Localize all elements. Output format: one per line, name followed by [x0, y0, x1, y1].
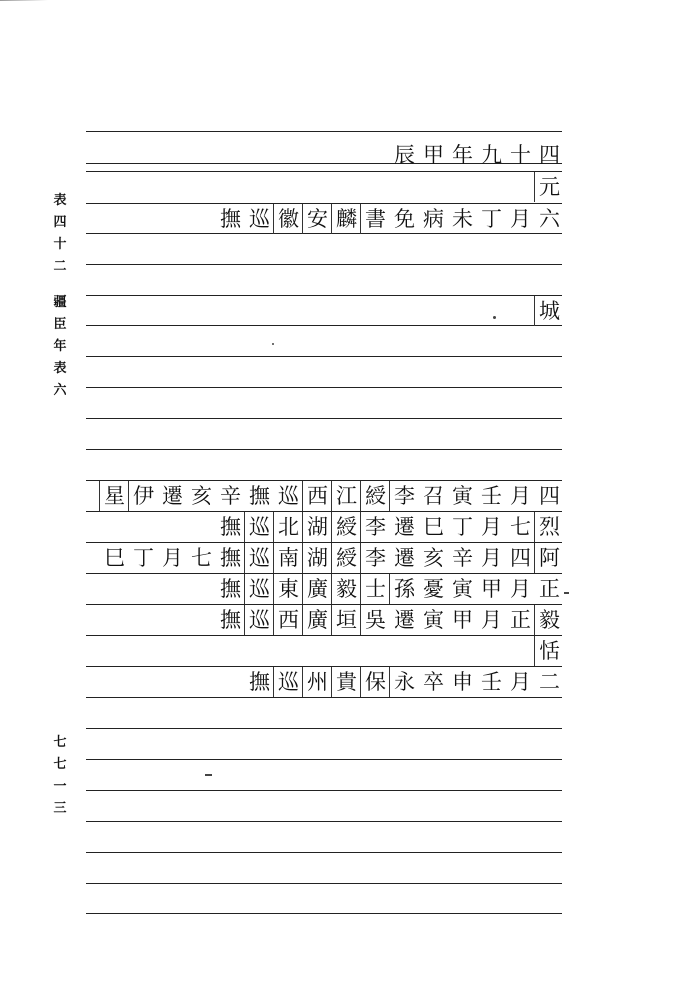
table-cell-char: 申	[452, 670, 473, 694]
table-cell-char: 烈	[534, 512, 564, 542]
table-rule	[86, 635, 562, 636]
table-rule	[86, 913, 562, 914]
side-title-char: 臣	[53, 317, 67, 332]
table-rule	[86, 171, 562, 172]
side-chapter-char: 十	[53, 237, 67, 252]
table-cell-char: 巡	[273, 667, 303, 697]
table-cell-char: 江	[331, 481, 361, 511]
table-cell-char: 元	[534, 172, 564, 202]
table-cell-char: 召	[423, 484, 444, 508]
table-cell-char: 李	[360, 512, 390, 542]
table-rule	[86, 790, 562, 791]
table-cell-char: 遷	[394, 546, 415, 570]
table-cell-char: 西	[302, 481, 332, 511]
table-cell-char: 甲	[423, 143, 444, 167]
table-cell-char: 撫	[220, 608, 241, 632]
table-cell-char: 巡	[244, 512, 274, 542]
table-cell-char: 廣	[302, 574, 332, 604]
page-number-char: 三	[53, 801, 67, 816]
table-cell-char: 南	[273, 543, 303, 573]
table-cell-char: 阿	[534, 543, 564, 573]
table-cell-char: 七	[191, 546, 212, 570]
table-cell-char: 亥	[423, 546, 444, 570]
table-cell-char: 巳	[423, 515, 444, 539]
table-cell-char: 徽	[273, 204, 303, 234]
table-cell-char: 壬	[481, 484, 502, 508]
page-number-char: 七	[53, 735, 67, 750]
table-cell-char: 廣	[302, 605, 332, 635]
table-cell-char: 十	[510, 143, 531, 167]
table-rule	[86, 852, 562, 853]
table-cell-char: 甲	[481, 577, 502, 601]
table-cell-char: 免	[394, 207, 415, 231]
table-cell-char: 北	[273, 512, 303, 542]
table-cell-char: 李	[389, 481, 419, 511]
table-cell-char: 綬	[331, 512, 361, 542]
table-cell-char: 州	[302, 667, 332, 697]
table-cell-char: 垣	[331, 605, 361, 635]
table-cell-char: 綬	[360, 481, 390, 511]
side-title-char: 年	[53, 339, 67, 354]
table-cell-char: 月	[510, 484, 531, 508]
table-rule	[86, 697, 562, 698]
table-cell-char: 病	[423, 207, 444, 231]
table-cell-char: 月	[510, 207, 531, 231]
table-row	[216, 605, 564, 635]
print-mark	[564, 592, 569, 594]
table-cell-char: 巡	[244, 543, 274, 573]
side-chapter-char: 二	[53, 259, 67, 274]
side-chapter-char: 表	[53, 193, 67, 208]
table-cell-char: 東	[273, 574, 303, 604]
table-cell-char: 正	[510, 608, 531, 632]
table-cell-char: 撫	[220, 577, 241, 601]
table-cell-char: 巡	[249, 207, 270, 231]
table-cell-char: 西	[273, 605, 303, 635]
page-number	[49, 732, 71, 820]
table-cell-char: 書	[360, 204, 390, 234]
table-cell-char: 憂	[423, 577, 444, 601]
table-rule	[86, 418, 562, 419]
table-cell-char: 丁	[452, 515, 473, 539]
table-row	[535, 296, 564, 326]
table-cell-char: 七	[510, 515, 531, 539]
table-row	[216, 512, 564, 542]
table-rule	[86, 728, 562, 729]
side-title-label	[49, 292, 71, 402]
table-cell-char: 孫	[389, 574, 419, 604]
table-cell-char: 年	[452, 143, 473, 167]
table-cell-char: 毅	[534, 605, 564, 635]
table-cell-char: 四	[510, 546, 531, 570]
table-cell-char: 城	[534, 296, 564, 326]
table-cell-char: 四	[539, 143, 560, 167]
table-rule	[86, 449, 562, 450]
table-cell-char: 巡	[244, 605, 274, 635]
print-speck	[493, 316, 496, 319]
table-cell-char: 巡	[244, 574, 274, 604]
table-cell-char: 寅	[423, 608, 444, 632]
table-row	[100, 481, 564, 511]
table-cell-char: 辛	[220, 484, 241, 508]
table-row	[535, 636, 564, 666]
table-cell-char: 辛	[452, 546, 473, 570]
table-cell-char: 巡	[278, 484, 299, 508]
table-cell-char: 巳	[104, 546, 125, 570]
print-speck	[272, 343, 274, 345]
table-cell-char: 丁	[133, 546, 154, 570]
page-number-char: 一	[53, 779, 67, 794]
table-cell-char: 吳	[360, 605, 390, 635]
table-cell-char: 甲	[452, 608, 473, 632]
table-cell-char: 星	[99, 481, 129, 511]
table-cell-char: 保	[360, 667, 390, 697]
table-cell-char: 月	[481, 515, 502, 539]
side-title-char: 疆	[53, 295, 67, 310]
table-cell-char: 四	[539, 484, 560, 508]
table-cell-char: 李	[360, 543, 390, 573]
side-title-char: 六	[53, 383, 67, 398]
table-cell-char: 貴	[331, 667, 361, 697]
table-cell-char: 湖	[302, 543, 332, 573]
table-cell-char: 月	[510, 577, 531, 601]
table-cell-char: 九	[481, 143, 502, 167]
table-rule	[86, 295, 562, 296]
table-cell-char: 安	[302, 204, 332, 234]
table-rule	[86, 759, 562, 760]
table-cell-char: 月	[510, 670, 531, 694]
table-cell-char: 遷	[394, 608, 415, 632]
table-cell-char: 麟	[331, 204, 361, 234]
table-cell-char: 撫	[220, 515, 241, 539]
table-cell-char: 遷	[162, 484, 183, 508]
table-cell-char: 月	[481, 546, 502, 570]
table-cell-char: 撫	[220, 207, 241, 231]
table-cell-char: 毅	[331, 574, 361, 604]
table-cell-char: 撫	[249, 484, 270, 508]
table-cell-char: 月	[162, 546, 183, 570]
table-rule	[86, 356, 562, 357]
table-cell-char: 六	[539, 207, 560, 231]
table-row	[216, 204, 564, 234]
side-chapter-char: 四	[53, 215, 67, 230]
table-cell-char: 撫	[249, 670, 270, 694]
table-cell-char: 正	[539, 577, 560, 601]
table-row	[245, 667, 564, 697]
table-cell-char: 卒	[423, 670, 444, 694]
page-edge-line	[0, 0, 330, 1]
table-cell-char: 遷	[394, 515, 415, 539]
table-rule	[86, 387, 562, 388]
print-mark	[205, 774, 212, 776]
page-number-char: 七	[53, 757, 67, 772]
table-cell-char: 月	[481, 608, 502, 632]
table-cell-char: 伊	[128, 481, 158, 511]
table-cell-char: 二	[539, 670, 560, 694]
table-cell-char: 辰	[394, 143, 415, 167]
table-rule	[86, 131, 562, 132]
table-cell-char: 未	[452, 207, 473, 231]
table-cell-char: 亥	[191, 484, 212, 508]
table-row	[535, 172, 564, 202]
table-cell-char: 壬	[481, 670, 502, 694]
table-cell-char: 綬	[331, 543, 361, 573]
table-rule	[86, 325, 562, 326]
table-rule	[86, 821, 562, 822]
table-cell-char: 永	[389, 667, 419, 697]
table-cell-char: 寅	[452, 484, 473, 508]
table-cell-char: 丁	[481, 207, 502, 231]
table-row	[100, 543, 564, 573]
table-cell-char: 湖	[302, 512, 332, 542]
table-rule	[86, 264, 562, 265]
table-cell-char: 士	[360, 574, 390, 604]
side-title-char: 表	[53, 361, 67, 376]
table-cell-char: 撫	[220, 546, 241, 570]
table-cell-char: 恬	[534, 636, 564, 666]
side-chapter-label	[49, 190, 71, 278]
table-cell-char: 寅	[452, 577, 473, 601]
table-row	[390, 140, 564, 170]
table-row	[216, 574, 564, 604]
table-rule	[86, 883, 562, 884]
